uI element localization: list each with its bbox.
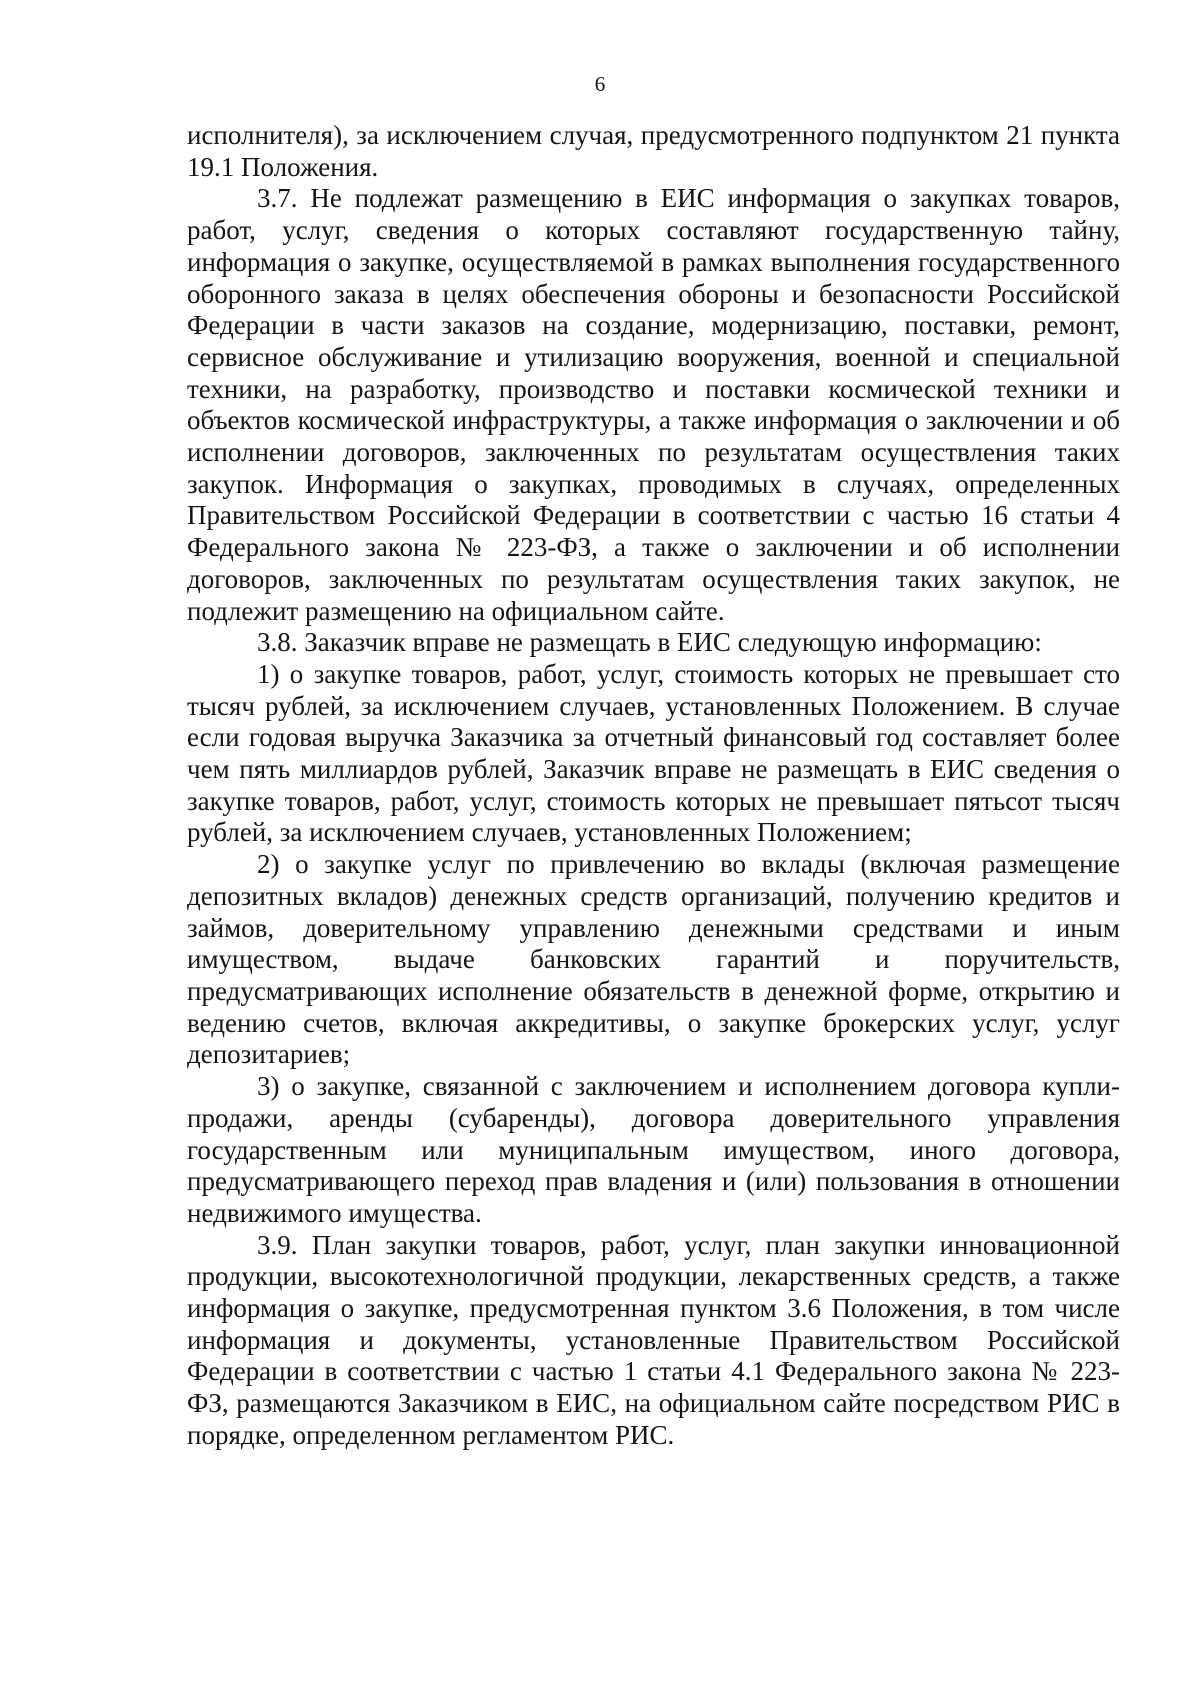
list-item-1: 1) о закупке товаров, работ, услуг, стоимость которых не превышает сто тысяч рублей, за исключением случаев, установленных Положением. В случае если годовая выручка Заказчика за отчетный финансовый год составляет более чем пять миллиардов рублей, Заказчик вправе не размещать в ЕИС сведения о закупке товаров, работ, услуг, стоимость которых не превышает пятьсот тысяч рублей, за исключением случаев, установленных Положением; [187, 658, 1120, 848]
paragraph-continuation: исполнителя), за исключением случая, предусмотренного подпунктом 21 пункта 19.1 Положения. [187, 120, 1120, 182]
paragraph-3-7: 3.7. Не подлежат размещению в ЕИС информация о закупках товаров, работ, услуг, сведения о которых составляют государственную тайну, информация о закупке, осуществляемой в рамках выполнения государственного оборонного заказа в целях обеспечения обороны и безопасности Российской Федерации в части заказов на создание, модернизацию, поставки, ремонт, сервисное обслуживание и утилизацию вооружения, военной и специальной техники, на разработку, производство и поставки космической техники и объектов космической инфраструктуры, а также информация о заключении и об исполнении договоров, заключенных по результатам осуществления таких закупок. Информация о закупках, проводимых в случаях, определенных Правительством Российской Федерации в соответствии с частью 16 статьи 4 Федерального закона № 223-ФЗ, а также о заключении и об исполнении договоров, заключенных по результатам осуществления таких закупок, не подлежит размещению на официальном сайте. [187, 183, 1120, 626]
page-number: 6 [594, 72, 606, 96]
paragraph-3-8: 3.8. Заказчик вправе не размещать в ЕИС следующую информацию: [257, 627, 1042, 658]
list-item-3: 3) о закупке, связанной с заключением и исполнением договора купли-продажи, аренды (субаренды), договора доверительного управления государственным или муниципальным имуществом, иного договора, предусматривающего переход прав владения и (или) пользования в отношении недвижимого имущества. [187, 1071, 1120, 1228]
paragraph-3-9: 3.9. План закупки товаров, работ, услуг, план закупки инновационной продукции, высокотехнологичной продукции, лекарственных средств, а также информация о закупке, предусмотренная пунктом 3.6 Положения, в том числе информация и документы, установленные Правительством Российской Федерации в соответствии с частью 1 статьи 4.1 Федерального закона № 223-ФЗ, размещаются Заказчиком в ЕИС, на официальном сайте посредством РИС в порядке, определенном регламентом РИС. [187, 1229, 1120, 1450]
list-item-2: 2) о закупке услуг по привлечению во вклады (включая размещение депозитных вкладов) денежных средств организаций, получению кредитов и займов, доверительному управлению денежными средствами и иным имуществом, выдаче банковских гарантий и поручительств, предусматривающих исполнение обязательств в денежной форме, открытию и ведению счетов, включая аккредитивы, о закупке брокерских услуг, услуг депозитариев; [187, 849, 1120, 1070]
document-body [187, 120, 1120, 1452]
